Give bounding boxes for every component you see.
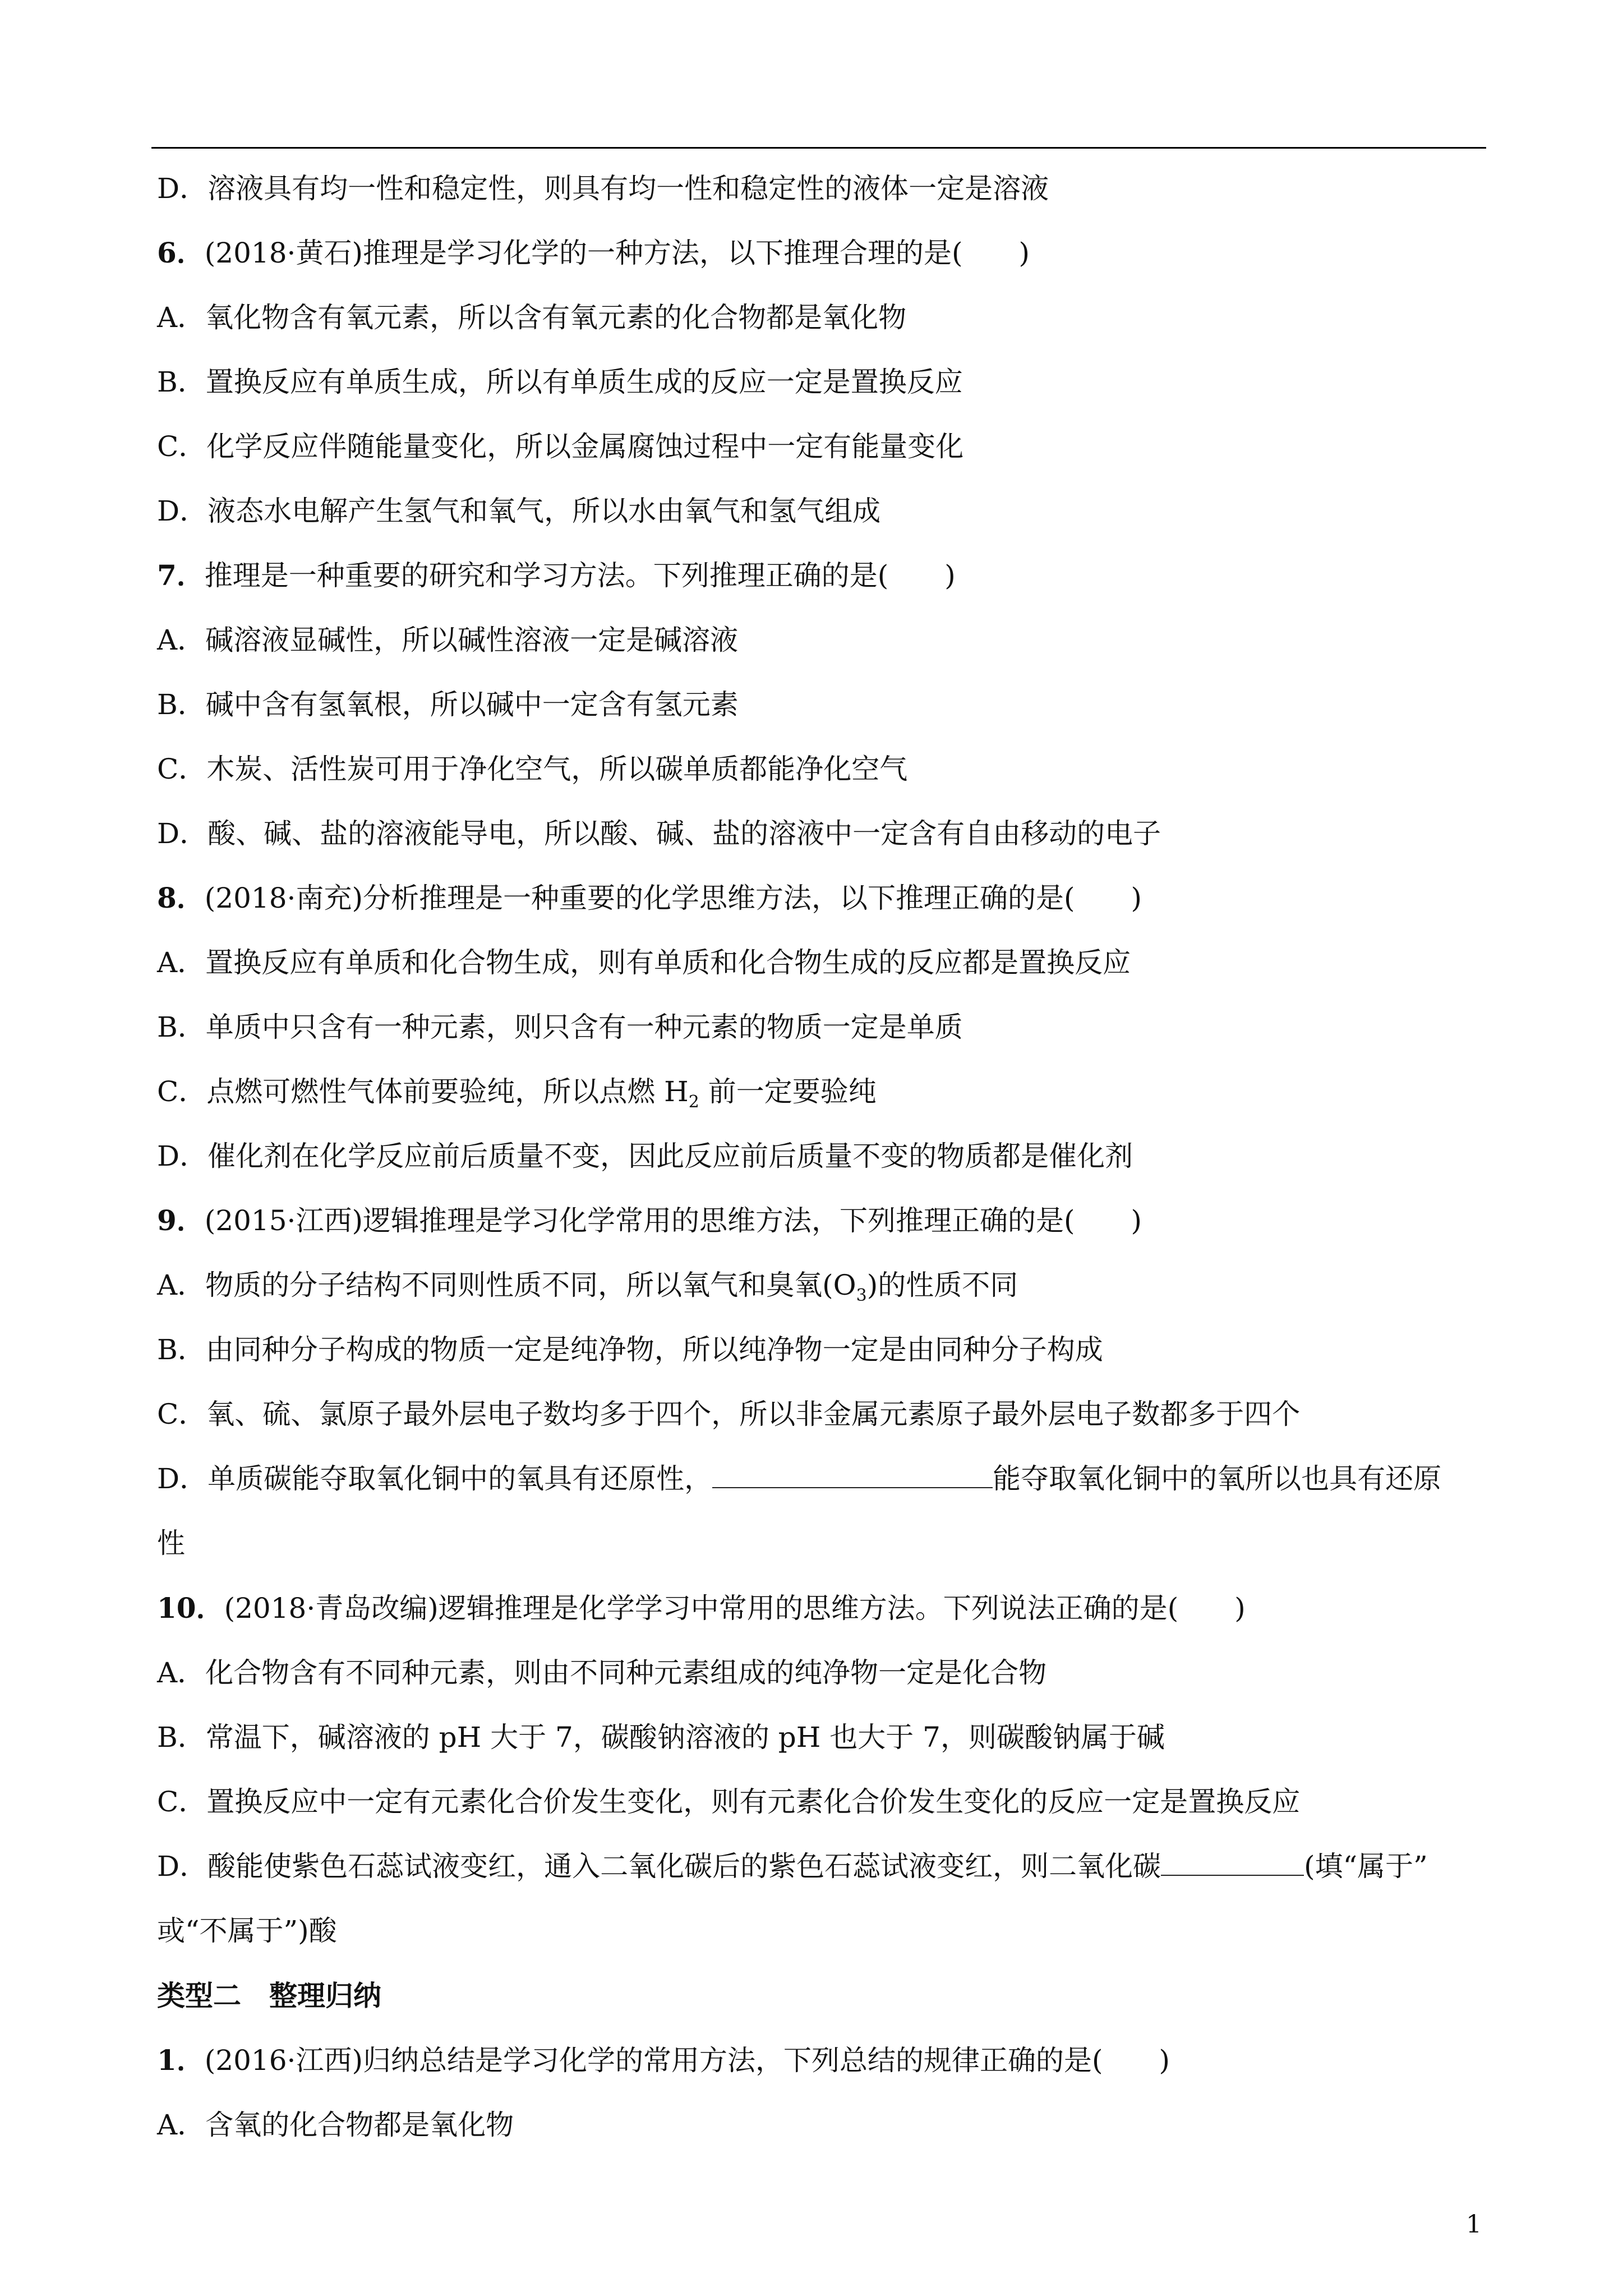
option-8a: A．置换反应有单质和化合物生成，则有单质和化合物生成的反应都是置换反应: [157, 946, 1131, 979]
question-number: 9．: [157, 1204, 205, 1237]
document-body: [157, 163, 1481, 2164]
option-9d-continued: 性: [157, 1527, 185, 1559]
question-text: (2018·黄石)推理是学习化学的一种方法，以下推理合理的是( ): [204, 237, 1030, 269]
question-number: 7．: [157, 559, 205, 592]
option-6b: B．置换反应有单质生成，所以有单质生成的反应一定是置换反应: [157, 366, 963, 398]
option-text: D．单质碳能夺取氧化铜中的氧具有还原性，: [157, 1462, 713, 1495]
answer-blank[interactable]: [1161, 1852, 1304, 1876]
option-10a: A．化合物含有不同种元素，则由不同种元素组成的纯净物一定是化合物: [157, 1657, 1047, 1689]
option-text-tail: )的性质不同: [866, 1269, 1018, 1301]
question-text: (2016·江西)归纳总结是学习化学的常用方法，下列总结的规律正确的是( ): [204, 2044, 1170, 2077]
option-6a: A．氧化物含有氧元素，所以含有氧元素的化合物都是氧化物: [157, 301, 907, 334]
option-8b: B．单质中只含有一种元素，则只含有一种元素的物质一定是单质: [157, 1011, 963, 1043]
option-8c: [157, 1066, 1481, 1130]
question-10: [157, 1582, 1481, 1647]
option-7d: D．酸、碱、盐的溶液能导电，所以酸、碱、盐的溶液中一定含有自由移动的电子: [157, 817, 1161, 850]
option-text-tail: 能夺取氧化铜中的氧所以也具有还原: [993, 1462, 1442, 1495]
question-9: [157, 1195, 1481, 1259]
question-7: [157, 550, 1481, 614]
question-text: (2018·青岛改编)逻辑推理是化学学习中常用的思维方法。下列说法正确的是( ): [224, 1592, 1246, 1625]
option-9d: [157, 1453, 1481, 1517]
option-9c: C．氧、硫、氯原子最外层电子数均多于四个，所以非金属元素原子最外层电子数都多于四个: [157, 1398, 1301, 1430]
question-number: 8．: [157, 881, 205, 914]
question-number: 6．: [157, 236, 205, 269]
question-number: 1．: [157, 2044, 205, 2077]
page-number: 1: [1466, 2210, 1482, 2239]
option-7a: A．碱溶液显碱性，所以碱性溶液一定是碱溶液: [157, 624, 739, 656]
option-6c: C．化学反应伴随能量变化，所以金属腐蚀过程中一定有能量变化: [157, 430, 964, 463]
subscript: 2: [688, 1092, 699, 1112]
option-text: A．物质的分子结构不同则性质不同，所以氧气和臭氧(O: [157, 1269, 856, 1301]
question-8: [157, 872, 1481, 937]
section2-option-1a: A．含氧的化合物都是氧化物: [157, 2109, 514, 2141]
option-text: D．酸能使紫色石蕊试液变红，通入二氧化碳后的紫色石蕊试液变红，则二氧化碳: [157, 1850, 1161, 1883]
header-rule: [151, 147, 1486, 149]
question-text: 推理是一种重要的研究和学习方法。下列推理正确的是( ): [204, 559, 956, 592]
option-6d: D．液态水电解产生氢气和氧气，所以水由氧气和氢气组成: [157, 495, 881, 527]
option-10d: [157, 1841, 1481, 1905]
answer-blank[interactable]: [712, 1465, 993, 1488]
option-10c: C．置换反应中一定有元素化合价发生变化，则有元素化合价发生变化的反应一定是置换反应: [157, 1786, 1301, 1818]
option-7c: C．木炭、活性炭可用于净化空气，所以碳单质都能净化空气: [157, 753, 908, 785]
option-7b: B．碱中含有氢氧根，所以碱中一定含有氢元素: [157, 688, 739, 721]
option-5d: D．溶液具有均一性和稳定性，则具有均一性和稳定性的液体一定是溶液: [157, 172, 1049, 205]
option-text: C．点燃可燃性气体前要验纯，所以点燃 H: [157, 1075, 689, 1108]
question-number: 10．: [157, 1591, 224, 1625]
question-6: [157, 227, 1481, 292]
question-text: (2015·江西)逻辑推理是学习化学常用的思维方法，下列推理正确的是( ): [204, 1204, 1142, 1237]
option-8d: D．催化剂在化学反应前后质量不变，因此反应前后质量不变的物质都是催化剂: [157, 1140, 1133, 1172]
subscript: 3: [856, 1286, 867, 1305]
section-heading: 类型二 整理归纳: [157, 1979, 381, 2012]
question-text: (2018·南充)分析推理是一种重要的化学思维方法，以下推理正确的是( ): [204, 882, 1142, 914]
section2-question-1: [157, 2035, 1481, 2099]
option-9a: [157, 1259, 1481, 1324]
option-text-tail: (填“属于”: [1304, 1850, 1428, 1883]
option-text-tail: 前一定要验纯: [699, 1075, 877, 1108]
option-10b: B．常温下，碱溶液的 pH 大于 7，碳酸钠溶液的 pH 也大于 7，则碳酸钠属于碱: [157, 1721, 1165, 1754]
option-10d-continued: 或“不属于”)酸: [157, 1915, 337, 1947]
option-9b: B．由同种分子构成的物质一定是纯净物，所以纯净物一定是由同种分子构成: [157, 1333, 1103, 1366]
